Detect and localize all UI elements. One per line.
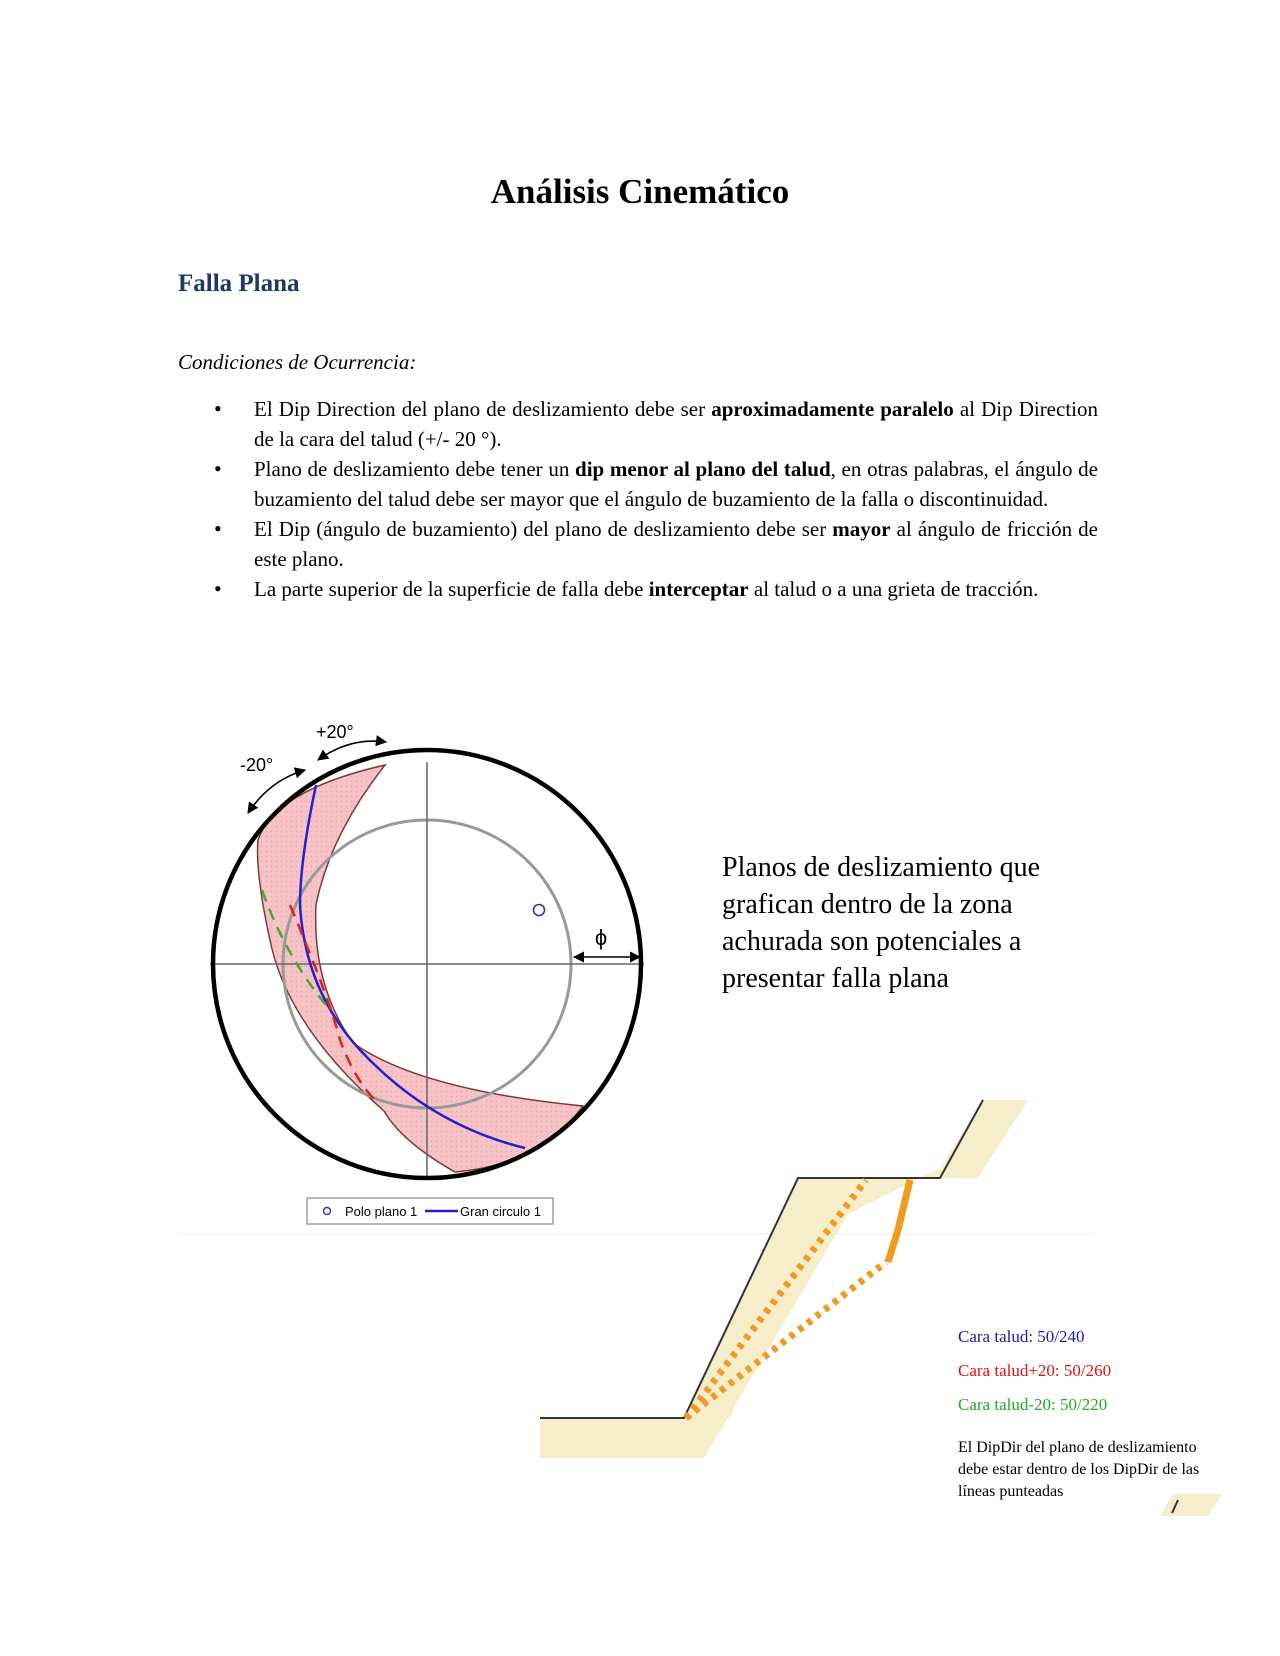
slope-face-band bbox=[540, 1100, 1028, 1458]
cara-minus-label: Cara talud-20: 50/220 bbox=[958, 1395, 1108, 1414]
dipdir-note: El DipDir del plano de deslizamiento debe estar dentro de los DipDir de las líneas punteadas bbox=[958, 1439, 1200, 1500]
bullet-text: El Dip (ángulo de buzamiento) del plano de deslizamiento debe ser bbox=[254, 517, 833, 541]
legend-circle-label: Gran circulo 1 bbox=[460, 1204, 541, 1219]
bullet-text: , en otras palabras, el ángulo de buzamiento del talud debe ser mayor que el ángulo de buzamiento de la falla o discontinuidad. bbox=[254, 457, 1098, 511]
bold-term: mayor bbox=[832, 517, 891, 541]
cara-talud-label: Cara talud: 50/240 bbox=[958, 1327, 1085, 1346]
pole-marker bbox=[534, 905, 545, 916]
bullet-text: El Dip Direction del plano de deslizamiento debe ser bbox=[254, 397, 712, 421]
bullet-text: al talud o a una grieta de tracción. bbox=[748, 577, 1039, 601]
bullet-text: Plano de deslizamiento debe tener un bbox=[254, 457, 576, 481]
bullet-text: La parte superior de la superficie de falla debe bbox=[254, 577, 649, 601]
ground-patch bbox=[1160, 1494, 1222, 1516]
minus-20-label: -20° bbox=[240, 755, 274, 775]
bullet-text: al ángulo de fricción de este plano. bbox=[254, 517, 1098, 571]
cara-plus-label: Cara talud+20: 50/260 bbox=[958, 1361, 1112, 1380]
bold-term: interceptar bbox=[648, 577, 749, 601]
conditions-label: Condiciones de Ocurrencia: bbox=[178, 350, 417, 374]
section-heading: Falla Plana bbox=[178, 270, 300, 297]
bullet-text: al Dip Direction de la cara del talud (+/- 20 °). bbox=[254, 397, 1098, 451]
page-title: Análisis Cinemático bbox=[490, 172, 790, 211]
hatched-zone bbox=[258, 765, 583, 1172]
bold-term: dip menor al plano del talud bbox=[575, 457, 831, 481]
stereonet-caption: Planos de deslizamiento que grafican dentro de la zona achurada son potenciales a presentar falla plana bbox=[722, 852, 1041, 994]
legend-pole-label: Polo plano 1 bbox=[345, 1204, 418, 1219]
phi-symbol: ϕ bbox=[594, 925, 608, 950]
plus-20-label: +20° bbox=[316, 722, 354, 742]
bold-term: aproximadamente paralelo bbox=[711, 397, 954, 421]
